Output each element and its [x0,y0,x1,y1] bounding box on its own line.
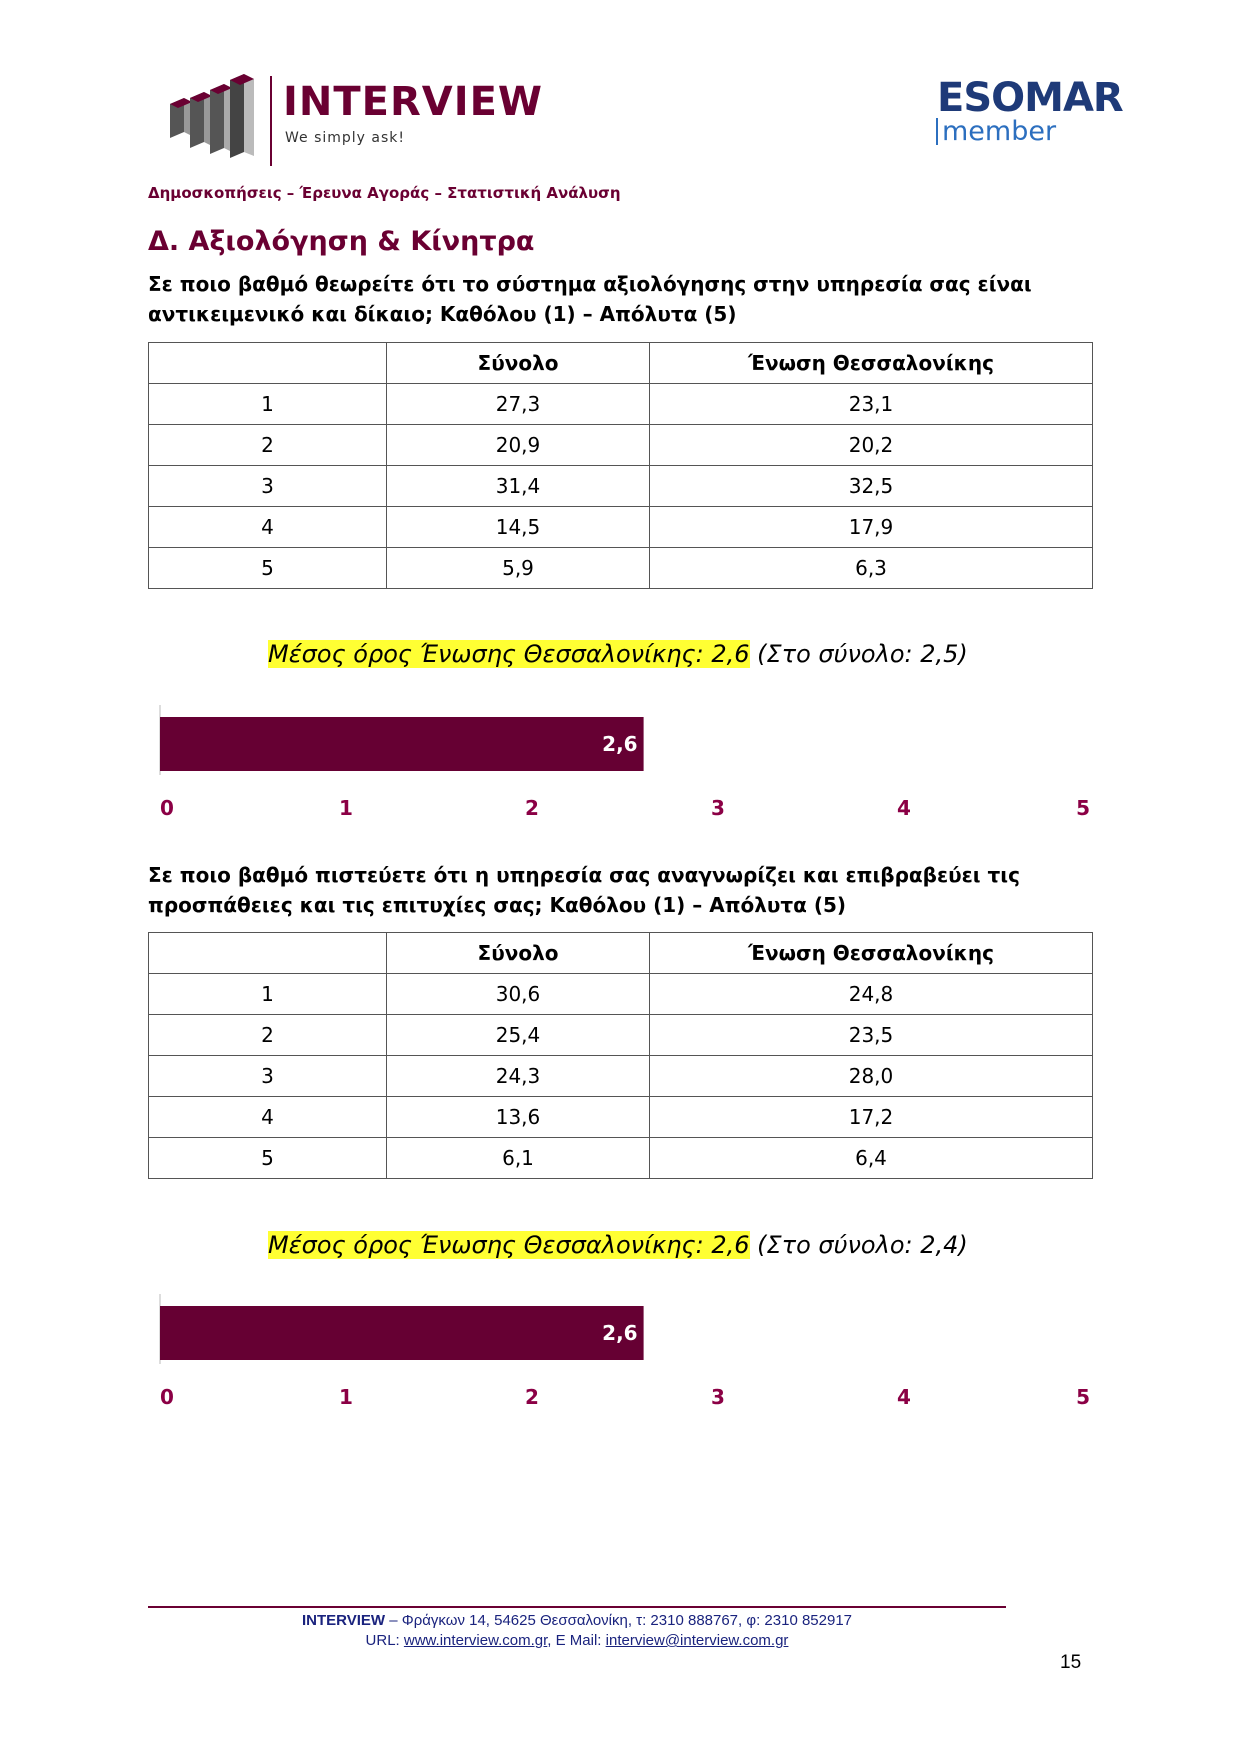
header-cell [149,933,387,974]
chart-tick-label: 0 [160,796,174,820]
table-cell: 23,5 [650,1015,1093,1056]
table-header-row [149,343,1093,384]
footer-url-link[interactable]: www.interview.com.gr [403,1632,548,1649]
question-1-text: Σε ποιο βαθμό θεωρείτε ότι το σύστημα αξιολόγησης στην υπηρεσία σας είναι αντικειμενικό και δίκαιο; Καθόλου (1) – Απόλυτα (5) [148,272,1032,326]
question-1-chart [150,705,1100,835]
table-cell: 25,4 [387,1015,650,1056]
chart-tick-label: 0 [160,1385,174,1409]
footer-url-label: URL: [365,1632,404,1649]
table-row [149,548,1093,589]
table-cell: 6,3 [650,548,1093,589]
table-row [149,466,1093,507]
table-cell: 3 [149,1056,387,1097]
table-cell: 28,0 [650,1056,1093,1097]
table-cell: 20,2 [650,425,1093,466]
table-cell: 32,5 [650,466,1093,507]
table-cell: 23,1 [650,384,1093,425]
footer-brand: INTERVIEW [301,1612,386,1629]
chart-tick-label: 1 [339,796,353,820]
table-cell: 14,5 [387,507,650,548]
table-cell: 6,1 [387,1138,650,1179]
table-cell: 5 [149,548,387,589]
footer-email-label: , E Mail: [547,1632,606,1649]
question-1-table [148,342,1093,589]
table-cell: 20,9 [387,425,650,466]
chart-tick-label: 5 [1076,796,1090,820]
table-cell: 1 [149,384,387,425]
table-row [149,974,1093,1015]
table-cell: 24,3 [387,1056,650,1097]
footer-email-link[interactable]: interview@interview.com.gr [605,1632,789,1649]
mean-highlight: Μέσος όρος Ένωσης Θεσσαλονίκης: 2,6 [268,640,750,668]
esomar-logo-name: ESOMAR [937,75,1123,121]
table-cell: 3 [149,466,387,507]
chart-tick-label: 3 [711,796,725,820]
section-title: Δ. Αξιολόγηση & Κίνητρα [148,226,535,257]
chart-bar-label: 2,6 [602,1321,638,1345]
logo-divider [270,76,272,166]
table-cell: 6,4 [650,1138,1093,1179]
table-cell: 4 [149,1097,387,1138]
chart-tick-label: 3 [711,1385,725,1409]
mean-total: (Στο σύνολο: 2,4) [757,1231,968,1259]
chart-tick-label: 4 [897,796,911,820]
subheading: Δημοσκοπήσεις – Έρευνα Αγοράς – Στατιστική Ανάλυση [148,184,621,202]
footer-rule [148,1606,1006,1608]
table-cell: 5,9 [387,548,650,589]
table-cell: 2 [149,425,387,466]
table-row [149,1138,1093,1179]
mean-highlight: Μέσος όρος Ένωσης Θεσσαλονίκης: 2,6 [268,1231,750,1259]
table-cell: 24,8 [650,974,1093,1015]
logo-tagline: We simply ask! [285,130,406,146]
question-1-mean [268,640,968,668]
logo-name: INTERVIEW [283,79,544,125]
table-row [149,1056,1093,1097]
table-cell: 5 [149,1138,387,1179]
table-row [149,425,1093,466]
footer-address-text: – Φράγκων 14, 54625 Θεσσαλονίκη, τ: 2310 888767, φ: 2310 852917 [385,1612,853,1629]
header-cell: Σύνολο [387,343,650,384]
table-cell: 1 [149,974,387,1015]
header-cell [149,343,387,384]
table-row [149,384,1093,425]
esomar-logo-sub: member [936,118,1056,145]
footer-address [148,1612,1006,1629]
question-2-table [148,932,1093,1179]
table-header-row [149,933,1093,974]
chart-bar [160,717,644,771]
table-cell: 17,9 [650,507,1093,548]
table-cell: 13,6 [387,1097,650,1138]
mean-total: (Στο σύνολο: 2,5) [757,640,968,668]
table-row [149,1015,1093,1056]
header-cell: Ένωση Θεσσαλονίκης [650,933,1093,974]
chart-tick-label: 2 [525,1385,539,1409]
interview-logo-icon [166,70,266,160]
chart-bar-label: 2,6 [602,732,638,756]
header-cell: Σύνολο [387,933,650,974]
table-cell: 2 [149,1015,387,1056]
chart-tick-label: 1 [339,1385,353,1409]
chart-tick-label: 2 [525,796,539,820]
footer-contacts [148,1632,1006,1649]
question-2-mean [268,1231,968,1259]
chart-tick-label: 5 [1076,1385,1090,1409]
table-cell: 17,2 [650,1097,1093,1138]
page-number: 15 [1060,1652,1082,1673]
header-cell: Ένωση Θεσσαλονίκης [650,343,1093,384]
question-2-text: Σε ποιο βαθμό πιστεύετε ότι η υπηρεσία σας αναγνωρίζει και επιβραβεύει τις προσπάθειες και τις επιτυχίες σας; Καθόλου (1) – Απόλυτα (5) [148,863,1020,917]
table-row [149,507,1093,548]
table-cell: 31,4 [387,466,650,507]
table-cell: 4 [149,507,387,548]
question-2-chart [150,1294,1100,1424]
question-2-chart-svg [150,1294,1100,1424]
table-cell: 27,3 [387,384,650,425]
chart-bar [160,1306,644,1360]
table-row [149,1097,1093,1138]
table-cell: 30,6 [387,974,650,1015]
chart-tick-label: 4 [897,1385,911,1409]
question-1-chart-svg [150,705,1100,835]
